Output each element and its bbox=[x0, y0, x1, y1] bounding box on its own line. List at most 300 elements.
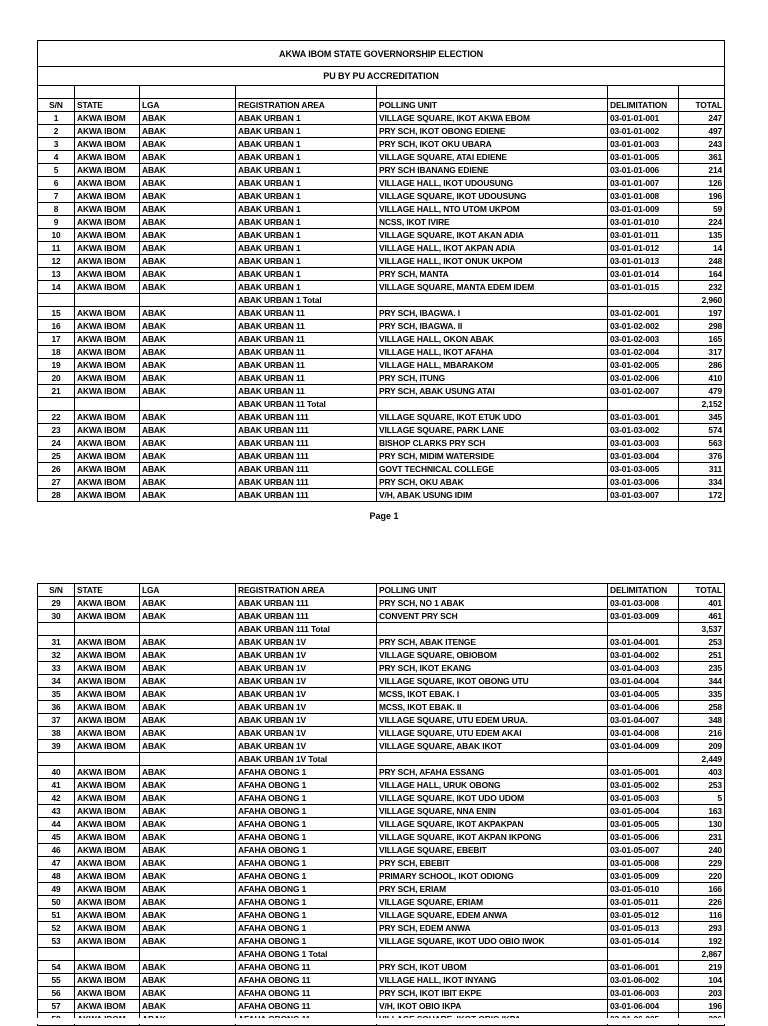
polling-unit-cell: VILLAGE SQUARE, IKOT UDOUSUNG bbox=[377, 190, 608, 203]
total-cell: 163 bbox=[679, 805, 725, 818]
sn-cell bbox=[38, 294, 75, 307]
lga-cell: ABAK bbox=[140, 610, 236, 623]
polling-unit-cell: BISHOP CLARKS PRY SCH bbox=[377, 437, 608, 450]
polling-unit-cell: VILLAGE SQUARE, IKOT AKPAN IKPONG bbox=[377, 831, 608, 844]
spreadsheet-page-2 bbox=[37, 583, 724, 1026]
state-cell: AKWA IBOM bbox=[75, 216, 140, 229]
total-cell: 135 bbox=[679, 229, 725, 242]
sn-cell: 31 bbox=[38, 636, 75, 649]
polling-unit-cell: VILLAGE SQUARE, IKOT AKAN ADIA bbox=[377, 229, 608, 242]
total-cell: 2,449 bbox=[679, 753, 725, 766]
polling-unit-cell: PRY SCH, IBAGWA. I bbox=[377, 307, 608, 320]
state-cell: AKWA IBOM bbox=[75, 649, 140, 662]
registration-area-cell: ABAK URBAN 1 bbox=[236, 164, 377, 177]
state-cell: AKWA IBOM bbox=[75, 463, 140, 476]
registration-area-cell: AFAHA OBONG 1 bbox=[236, 779, 377, 792]
polling-unit-cell: V/H, IKOT OBIO IKPA bbox=[377, 1000, 608, 1013]
registration-area-cell: AFAHA OBONG 11 bbox=[236, 1000, 377, 1013]
total-cell: 3,537 bbox=[679, 623, 725, 636]
table-row bbox=[38, 1000, 725, 1013]
sn-cell: 24 bbox=[38, 437, 75, 450]
lga-cell bbox=[140, 623, 236, 636]
state-cell: AKWA IBOM bbox=[75, 424, 140, 437]
sn-cell: 40 bbox=[38, 766, 75, 779]
total-cell: 164 bbox=[679, 268, 725, 281]
sn-cell: 2 bbox=[38, 125, 75, 138]
header-polling-unit: POLLING UNIT bbox=[377, 584, 608, 597]
state-cell: AKWA IBOM bbox=[75, 909, 140, 922]
state-cell: AKWA IBOM bbox=[75, 320, 140, 333]
table-row bbox=[38, 857, 725, 870]
state-cell: AKWA IBOM bbox=[75, 922, 140, 935]
lga-cell: ABAK bbox=[140, 216, 236, 229]
registration-area-cell: ABAK URBAN 1 bbox=[236, 242, 377, 255]
lga-cell: ABAK bbox=[140, 268, 236, 281]
polling-unit-cell: VILLAGE HALL, IKOT INYANG bbox=[377, 974, 608, 987]
lga-cell: ABAK bbox=[140, 870, 236, 883]
header-row bbox=[38, 584, 725, 597]
state-cell: AKWA IBOM bbox=[75, 844, 140, 857]
sn-cell: 3 bbox=[38, 138, 75, 151]
table-row bbox=[38, 649, 725, 662]
lga-cell: ABAK bbox=[140, 320, 236, 333]
table-row bbox=[38, 714, 725, 727]
delimitation-cell: 03-01-01-015 bbox=[608, 281, 679, 294]
state-cell: AKWA IBOM bbox=[75, 688, 140, 701]
delimitation-cell: 03-01-05-007 bbox=[608, 844, 679, 857]
table-row bbox=[38, 151, 725, 164]
polling-unit-cell: VILLAGE SQUARE, EDEM ANWA bbox=[377, 909, 608, 922]
sn-cell: 20 bbox=[38, 372, 75, 385]
polling-unit-cell: VILLAGE HALL, URUK OBONG bbox=[377, 779, 608, 792]
table-row bbox=[38, 675, 725, 688]
delimitation-cell: 03-01-04-001 bbox=[608, 636, 679, 649]
delimitation-cell: 03-01-02-004 bbox=[608, 346, 679, 359]
delimitation-cell: 03-01-03-009 bbox=[608, 610, 679, 623]
delimitation-cell: 03-01-05-013 bbox=[608, 922, 679, 935]
total-cell: 479 bbox=[679, 385, 725, 398]
table-row bbox=[38, 424, 725, 437]
table-row bbox=[38, 177, 725, 190]
lga-cell bbox=[140, 294, 236, 307]
polling-unit-cell: PRY SCH, IKOT UBOM bbox=[377, 961, 608, 974]
total-cell: 248 bbox=[679, 255, 725, 268]
polling-unit-cell: PRY SCH, OKU ABAK bbox=[377, 476, 608, 489]
sn-cell: 21 bbox=[38, 385, 75, 398]
subtotal-row bbox=[38, 294, 725, 307]
registration-area-cell: ABAK URBAN 1 bbox=[236, 151, 377, 164]
delimitation-cell: 03-01-01-002 bbox=[608, 125, 679, 138]
state-cell: AKWA IBOM bbox=[75, 190, 140, 203]
delimitation-cell: 03-01-03-004 bbox=[608, 450, 679, 463]
total-cell: 247 bbox=[679, 112, 725, 125]
lga-cell: ABAK bbox=[140, 346, 236, 359]
delimitation-cell: 03-01-02-007 bbox=[608, 385, 679, 398]
header-polling-unit: POLLING UNIT bbox=[377, 99, 608, 112]
registration-area-cell: ABAK URBAN 111 bbox=[236, 450, 377, 463]
total-cell: 253 bbox=[679, 636, 725, 649]
registration-area-cell: AFAHA OBONG 1 bbox=[236, 792, 377, 805]
registration-area-cell: AFAHA OBONG 11 bbox=[236, 961, 377, 974]
delimitation-cell bbox=[608, 294, 679, 307]
subtotal-row bbox=[38, 398, 725, 411]
lga-cell: ABAK bbox=[140, 909, 236, 922]
table-row bbox=[38, 125, 725, 138]
registration-area-cell: ABAK URBAN 111 bbox=[236, 424, 377, 437]
registration-area-cell: ABAK URBAN 1V bbox=[236, 675, 377, 688]
polling-unit-cell: PRY SCH, ABAK USUNG ATAI bbox=[377, 385, 608, 398]
delimitation-cell bbox=[608, 623, 679, 636]
delimitation-cell: 03-01-05-003 bbox=[608, 792, 679, 805]
polling-unit-cell: VILLAGE SQUARE, NNA ENIN bbox=[377, 805, 608, 818]
registration-area-cell: ABAK URBAN 1V bbox=[236, 714, 377, 727]
state-cell: AKWA IBOM bbox=[75, 987, 140, 1000]
state-cell: AKWA IBOM bbox=[75, 138, 140, 151]
registration-area-cell: AFAHA OBONG 1 bbox=[236, 844, 377, 857]
state-cell: AKWA IBOM bbox=[75, 346, 140, 359]
total-cell: 311 bbox=[679, 463, 725, 476]
lga-cell: ABAK bbox=[140, 701, 236, 714]
sn-cell: 12 bbox=[38, 255, 75, 268]
state-cell: AKWA IBOM bbox=[75, 125, 140, 138]
delimitation-cell: 03-01-02-006 bbox=[608, 372, 679, 385]
sn-cell: 25 bbox=[38, 450, 75, 463]
registration-area-cell: ABAK URBAN 111 bbox=[236, 437, 377, 450]
sn-cell: 15 bbox=[38, 307, 75, 320]
total-cell: 251 bbox=[679, 649, 725, 662]
registration-area-cell: ABAK URBAN 1 bbox=[236, 112, 377, 125]
sn-cell: 34 bbox=[38, 675, 75, 688]
lga-cell: ABAK bbox=[140, 922, 236, 935]
registration-area-cell: ABAK URBAN 1 Total bbox=[236, 294, 377, 307]
delimitation-cell: 03-01-01-014 bbox=[608, 268, 679, 281]
lga-cell: ABAK bbox=[140, 831, 236, 844]
polling-unit-cell: VILLAGE HALL, IKOT UDOUSUNG bbox=[377, 177, 608, 190]
table-row bbox=[38, 896, 725, 909]
state-cell: AKWA IBOM bbox=[75, 727, 140, 740]
document-title: AKWA IBOM STATE GOVERNORSHIP ELECTION bbox=[38, 41, 725, 67]
registration-area-cell: AFAHA OBONG 1 bbox=[236, 831, 377, 844]
delimitation-cell bbox=[608, 753, 679, 766]
polling-unit-cell: PRY SCH, EDEM ANWA bbox=[377, 922, 608, 935]
total-cell: 219 bbox=[679, 961, 725, 974]
registration-area-cell: ABAK URBAN 1V bbox=[236, 649, 377, 662]
delimitation-cell: 03-01-01-010 bbox=[608, 216, 679, 229]
delimitation-cell: 03-01-01-013 bbox=[608, 255, 679, 268]
registration-area-cell: ABAK URBAN 111 bbox=[236, 411, 377, 424]
polling-unit-cell bbox=[377, 294, 608, 307]
sn-cell: 46 bbox=[38, 844, 75, 857]
sn-cell: 56 bbox=[38, 987, 75, 1000]
delimitation-cell: 03-01-01-012 bbox=[608, 242, 679, 255]
sn-cell bbox=[38, 623, 75, 636]
polling-unit-cell: PRIMARY SCHOOL, IKOT ODIONG bbox=[377, 870, 608, 883]
total-cell: 258 bbox=[679, 701, 725, 714]
polling-unit-cell: VILLAGE SQUARE, IKOT OBONG UTU bbox=[377, 675, 608, 688]
header-state: STATE bbox=[75, 99, 140, 112]
registration-area-cell: ABAK URBAN 111 bbox=[236, 610, 377, 623]
state-cell: AKWA IBOM bbox=[75, 675, 140, 688]
registration-area-cell: ABAK URBAN 1 bbox=[236, 125, 377, 138]
lga-cell: ABAK bbox=[140, 489, 236, 502]
polling-unit-cell: VILLAGE SQUARE, ATAI EDIENE bbox=[377, 151, 608, 164]
lga-cell bbox=[140, 398, 236, 411]
total-cell: 165 bbox=[679, 333, 725, 346]
registration-area-cell: AFAHA OBONG 1 bbox=[236, 909, 377, 922]
state-cell: AKWA IBOM bbox=[75, 437, 140, 450]
subtotal-row bbox=[38, 948, 725, 961]
lga-cell: ABAK bbox=[140, 792, 236, 805]
total-cell: 286 bbox=[679, 359, 725, 372]
total-cell: 335 bbox=[679, 688, 725, 701]
state-cell: AKWA IBOM bbox=[75, 281, 140, 294]
table-row bbox=[38, 190, 725, 203]
state-cell: AKWA IBOM bbox=[75, 229, 140, 242]
total-cell: 232 bbox=[679, 281, 725, 294]
table-row bbox=[38, 333, 725, 346]
total-cell: 224 bbox=[679, 216, 725, 229]
sn-cell: 8 bbox=[38, 203, 75, 216]
state-cell: AKWA IBOM bbox=[75, 714, 140, 727]
lga-cell: ABAK bbox=[140, 714, 236, 727]
lga-cell: ABAK bbox=[140, 463, 236, 476]
registration-area-cell: ABAK URBAN 111 Total bbox=[236, 623, 377, 636]
lga-cell: ABAK bbox=[140, 112, 236, 125]
polling-unit-cell: VILLAGE HALL, IKOT AFAHA bbox=[377, 346, 608, 359]
lga-cell: ABAK bbox=[140, 740, 236, 753]
table-row bbox=[38, 870, 725, 883]
sn-cell: 48 bbox=[38, 870, 75, 883]
total-cell: 216 bbox=[679, 727, 725, 740]
registration-area-cell: ABAK URBAN 11 bbox=[236, 359, 377, 372]
total-cell: 197 bbox=[679, 307, 725, 320]
lga-cell: ABAK bbox=[140, 883, 236, 896]
header-lga: LGA bbox=[140, 584, 236, 597]
sn-cell: 18 bbox=[38, 346, 75, 359]
polling-unit-cell: MCSS, IKOT EBAK. II bbox=[377, 701, 608, 714]
total-cell: 461 bbox=[679, 610, 725, 623]
lga-cell: ABAK bbox=[140, 935, 236, 948]
header-state: STATE bbox=[75, 584, 140, 597]
sn-cell: 36 bbox=[38, 701, 75, 714]
state-cell: AKWA IBOM bbox=[75, 476, 140, 489]
state-cell: AKWA IBOM bbox=[75, 489, 140, 502]
registration-area-cell: ABAK URBAN 11 bbox=[236, 385, 377, 398]
delimitation-cell: 03-01-03-001 bbox=[608, 411, 679, 424]
state-cell: AKWA IBOM bbox=[75, 333, 140, 346]
state-cell: AKWA IBOM bbox=[75, 359, 140, 372]
sn-cell: 33 bbox=[38, 662, 75, 675]
lga-cell: ABAK bbox=[140, 203, 236, 216]
sn-cell: 17 bbox=[38, 333, 75, 346]
total-cell: 563 bbox=[679, 437, 725, 450]
polling-unit-cell: PRY SCH, IBAGWA. II bbox=[377, 320, 608, 333]
registration-area-cell: ABAK URBAN 1V bbox=[236, 636, 377, 649]
lga-cell: ABAK bbox=[140, 805, 236, 818]
polling-unit-cell: VILLAGE HALL, IKOT ONUK UKPOM bbox=[377, 255, 608, 268]
lga-cell: ABAK bbox=[140, 675, 236, 688]
total-cell: 317 bbox=[679, 346, 725, 359]
table-row bbox=[38, 805, 725, 818]
state-cell: AKWA IBOM bbox=[75, 1000, 140, 1013]
polling-unit-cell: PRY SCH, NO 1 ABAK bbox=[377, 597, 608, 610]
delimitation-cell: 03-01-01-003 bbox=[608, 138, 679, 151]
table-row bbox=[38, 359, 725, 372]
registration-area-cell: AFAHA OBONG 1 bbox=[236, 805, 377, 818]
registration-area-cell: ABAK URBAN 1V Total bbox=[236, 753, 377, 766]
state-cell bbox=[75, 398, 140, 411]
polling-unit-cell: PRY SCH, MANTA bbox=[377, 268, 608, 281]
polling-unit-cell: VILLAGE SQUARE, MANTA EDEM IDEM bbox=[377, 281, 608, 294]
lga-cell: ABAK bbox=[140, 779, 236, 792]
total-cell: 220 bbox=[679, 870, 725, 883]
delimitation-cell: 03-01-05-011 bbox=[608, 896, 679, 909]
table-row bbox=[38, 112, 725, 125]
polling-unit-cell: VILLAGE SQUARE, PARK LANE bbox=[377, 424, 608, 437]
delimitation-cell: 03-01-03-007 bbox=[608, 489, 679, 502]
total-cell: 574 bbox=[679, 424, 725, 437]
table-row bbox=[38, 385, 725, 398]
total-cell: 293 bbox=[679, 922, 725, 935]
polling-unit-cell bbox=[377, 948, 608, 961]
state-cell: AKWA IBOM bbox=[75, 242, 140, 255]
delimitation-cell: 03-01-01-005 bbox=[608, 151, 679, 164]
delimitation-cell: 03-01-05-005 bbox=[608, 818, 679, 831]
sn-cell: 35 bbox=[38, 688, 75, 701]
polling-unit-cell bbox=[377, 753, 608, 766]
registration-area-cell: ABAK URBAN 1 bbox=[236, 138, 377, 151]
lga-cell: ABAK bbox=[140, 818, 236, 831]
delimitation-cell: 03-01-01-006 bbox=[608, 164, 679, 177]
table-row bbox=[38, 740, 725, 753]
accreditation-table-page-1 bbox=[37, 40, 725, 502]
document-subtitle: PU BY PU ACCREDITATION bbox=[38, 67, 725, 86]
lga-cell: ABAK bbox=[140, 255, 236, 268]
delimitation-cell: 03-01-05-001 bbox=[608, 766, 679, 779]
total-cell: 126 bbox=[679, 177, 725, 190]
delimitation-cell: 03-01-05-002 bbox=[608, 779, 679, 792]
registration-area-cell: ABAK URBAN 1 bbox=[236, 216, 377, 229]
table-row bbox=[38, 476, 725, 489]
lga-cell: ABAK bbox=[140, 974, 236, 987]
sn-cell: 27 bbox=[38, 476, 75, 489]
delimitation-cell: 03-01-03-002 bbox=[608, 424, 679, 437]
lga-cell: ABAK bbox=[140, 688, 236, 701]
total-cell: 2,867 bbox=[679, 948, 725, 961]
polling-unit-cell: MCSS, IKOT EBAK. I bbox=[377, 688, 608, 701]
polling-unit-cell: VILLAGE SQUARE, IKOT AKPAKPAN bbox=[377, 818, 608, 831]
table-row bbox=[38, 229, 725, 242]
sn-cell: 43 bbox=[38, 805, 75, 818]
table-row bbox=[38, 727, 725, 740]
delimitation-cell: 03-01-02-005 bbox=[608, 359, 679, 372]
delimitation-cell: 03-01-02-001 bbox=[608, 307, 679, 320]
lga-cell: ABAK bbox=[140, 125, 236, 138]
total-cell: 240 bbox=[679, 844, 725, 857]
polling-unit-cell: VILLAGE SQUARE, ERIAM bbox=[377, 896, 608, 909]
total-cell: 410 bbox=[679, 372, 725, 385]
sn-cell: 29 bbox=[38, 597, 75, 610]
total-cell: 172 bbox=[679, 489, 725, 502]
sn-cell: 11 bbox=[38, 242, 75, 255]
lga-cell: ABAK bbox=[140, 727, 236, 740]
header-total: TOTAL bbox=[679, 99, 725, 112]
registration-area-cell: ABAK URBAN 11 Total bbox=[236, 398, 377, 411]
header-sn: S/N bbox=[38, 584, 75, 597]
lga-cell: ABAK bbox=[140, 437, 236, 450]
total-cell: 226 bbox=[679, 896, 725, 909]
state-cell: AKWA IBOM bbox=[75, 307, 140, 320]
state-cell: AKWA IBOM bbox=[75, 896, 140, 909]
table-row bbox=[38, 831, 725, 844]
sn-cell: 5 bbox=[38, 164, 75, 177]
sn-cell: 41 bbox=[38, 779, 75, 792]
delimitation-cell: 03-01-05-012 bbox=[608, 909, 679, 922]
sn-cell: 47 bbox=[38, 857, 75, 870]
accreditation-table-page-2 bbox=[37, 583, 725, 1026]
table-row bbox=[38, 974, 725, 987]
registration-area-cell: ABAK URBAN 111 bbox=[236, 597, 377, 610]
polling-unit-cell bbox=[377, 623, 608, 636]
sn-cell: 57 bbox=[38, 1000, 75, 1013]
total-cell: 209 bbox=[679, 740, 725, 753]
delimitation-cell: 03-01-04-009 bbox=[608, 740, 679, 753]
table-row bbox=[38, 766, 725, 779]
delimitation-cell: 03-01-03-005 bbox=[608, 463, 679, 476]
lga-cell: ABAK bbox=[140, 636, 236, 649]
spreadsheet-page-1 bbox=[37, 40, 724, 502]
registration-area-cell: ABAK URBAN 1V bbox=[236, 701, 377, 714]
sn-cell: 42 bbox=[38, 792, 75, 805]
state-cell: AKWA IBOM bbox=[75, 883, 140, 896]
delimitation-cell: 03-01-01-007 bbox=[608, 177, 679, 190]
table-row bbox=[38, 268, 725, 281]
sn-cell: 19 bbox=[38, 359, 75, 372]
sn-cell: 55 bbox=[38, 974, 75, 987]
registration-area-cell: ABAK URBAN 1 bbox=[236, 255, 377, 268]
registration-area-cell: ABAK URBAN 11 bbox=[236, 307, 377, 320]
polling-unit-cell: PRY SCH, ERIAM bbox=[377, 883, 608, 896]
polling-unit-cell: V/H, ABAK USUNG IDIM bbox=[377, 489, 608, 502]
delimitation-cell: 03-01-06-002 bbox=[608, 974, 679, 987]
delimitation-cell: 03-01-04-003 bbox=[608, 662, 679, 675]
table-row bbox=[38, 203, 725, 216]
state-cell: AKWA IBOM bbox=[75, 766, 140, 779]
header-registration-area: REGISTRATION AREA bbox=[236, 584, 377, 597]
state-cell: AKWA IBOM bbox=[75, 818, 140, 831]
polling-unit-cell: CONVENT PRY SCH bbox=[377, 610, 608, 623]
polling-unit-cell: VILLAGE SQUARE, UTU EDEM URUA. bbox=[377, 714, 608, 727]
sn-cell: 30 bbox=[38, 610, 75, 623]
sn-cell: 9 bbox=[38, 216, 75, 229]
table-row bbox=[38, 463, 725, 476]
sn-cell: 37 bbox=[38, 714, 75, 727]
registration-area-cell: AFAHA OBONG 1 bbox=[236, 922, 377, 935]
polling-unit-cell: VILLAGE SQUARE, ABAK IKOT bbox=[377, 740, 608, 753]
delimitation-cell: 03-01-01-008 bbox=[608, 190, 679, 203]
registration-area-cell: AFAHA OBONG 1 bbox=[236, 870, 377, 883]
table-row bbox=[38, 662, 725, 675]
state-cell: AKWA IBOM bbox=[75, 831, 140, 844]
registration-area-cell: ABAK URBAN 11 bbox=[236, 346, 377, 359]
state-cell: AKWA IBOM bbox=[75, 662, 140, 675]
state-cell: AKWA IBOM bbox=[75, 857, 140, 870]
registration-area-cell: ABAK URBAN 11 bbox=[236, 333, 377, 346]
total-cell: 196 bbox=[679, 1000, 725, 1013]
header-delimitation: DELIMITATION bbox=[608, 99, 679, 112]
sn-cell: 38 bbox=[38, 727, 75, 740]
registration-area-cell: ABAK URBAN 111 bbox=[236, 489, 377, 502]
